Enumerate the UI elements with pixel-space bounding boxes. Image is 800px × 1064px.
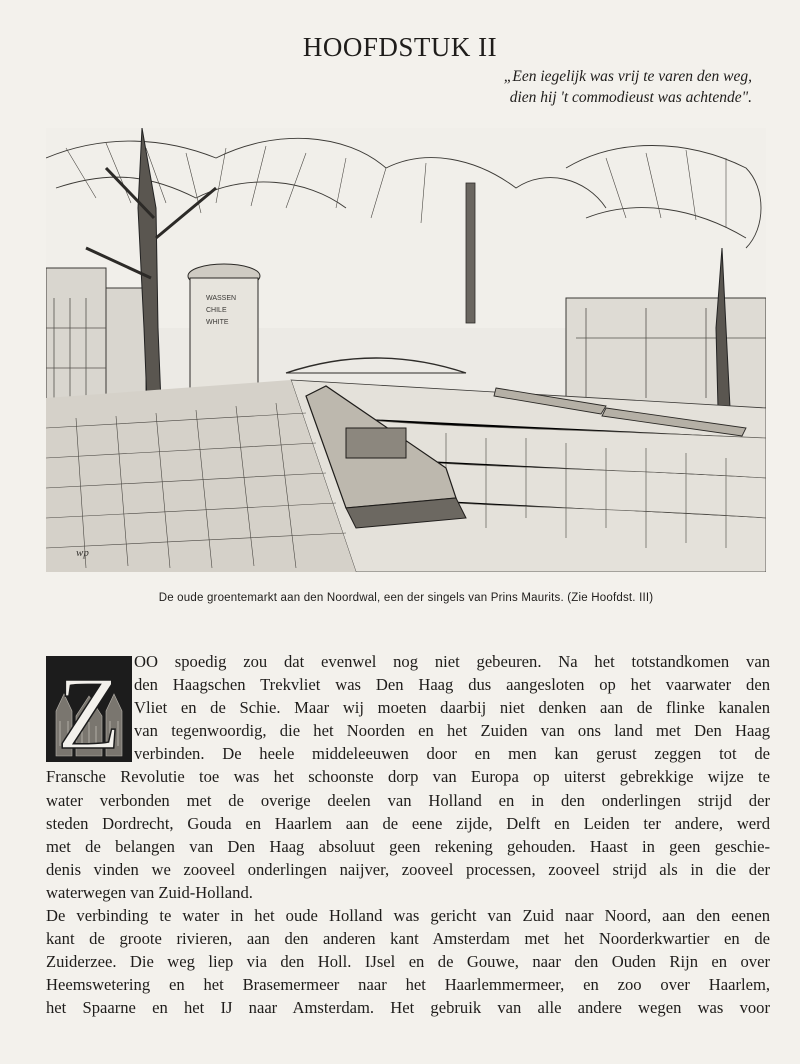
text-line: waterwegen van Zuid-Holland. — [46, 882, 253, 902]
text-line: kant de groote rivieren, aan den anderen kant Amsterdam met het Noorderkwartier en de — [46, 929, 770, 949]
text-line: Zuiderzee. Die weg liep via den Holl. IJsel en de Gouwe, naar den Ouden Rijn en over — [46, 952, 770, 972]
text-line: steden Dordrecht, Gouda en Haarlem aan de eene zijde, Delft en Leiden ter andere, werd — [46, 813, 770, 833]
text-line: Vliet en de Schie. Maar wij moeten daarbij niet denken aan de flinke kanalen — [134, 698, 770, 718]
text-line: OO spoedig zou dat evenwel nog niet gebeuren. Na het totstandkomen van — [134, 652, 770, 671]
text-line: Heemswetering en het Brasemermeer naar het Haarlemmermeer, en zoo over Haarlem, — [46, 975, 770, 995]
text-line: Fransche Revolutie toe was het schoonste dorp van Europa op uiterst gebrekkige wijze te — [46, 767, 770, 787]
canal-illustration — [46, 128, 766, 572]
text-line: water verbonden met de overige deelen van Holland en in den onderlingen strijd der — [46, 790, 770, 810]
text-line: het Spaarne en het IJ naar Amsterdam. Het gebruik van alle andere wegen was voor — [46, 998, 770, 1018]
text-line: van tegenwoordig, die het Noorden en het Zuiden van ons land met Den Haag — [134, 721, 770, 741]
chapter-title: HOOFDSTUK II — [302, 32, 498, 62]
text-line: verbinden. De heele middeleeuwen door en men kan gerust zeggen tot de — [134, 744, 770, 764]
canal-sketch — [46, 128, 766, 572]
chapter-body — [46, 650, 770, 1020]
epigraph — [504, 66, 752, 108]
text-line: denis vinden we zooveel onderlingen naijver, zooveel processen, zooveel strijd als in die der — [46, 859, 770, 879]
kiosk-poster-text: WASSEN — [206, 295, 237, 302]
epigraph-line: dien hij 't commodieust was achtende". — [509, 89, 752, 106]
artist-signature: wp — [76, 547, 89, 559]
kiosk-poster-text: CHILE — [206, 307, 227, 314]
text-line: den Haagschen Trekvliet was Den Haag dus aangesloten op het vaarwater den — [134, 675, 770, 695]
illustration-caption: De oude groentemarkt aan den Noordwal, een der singels van Prins Maurits. (Zie Hoofdst. III) — [158, 592, 654, 604]
dropcap-letter: Z — [57, 656, 121, 762]
kiosk-poster-text: WHITE — [206, 319, 229, 326]
text-line: De verbinding te water in het oude Holland was gericht van Zuid naar Noord, aan den eenen — [46, 906, 770, 926]
text-line: met de belangen van Den Haag absoluut geen rekening gehouden. Haast in geen geschie- — [46, 836, 770, 856]
epigraph-line: „Een iegelijk was vrij te varen den weg, — [503, 68, 752, 85]
